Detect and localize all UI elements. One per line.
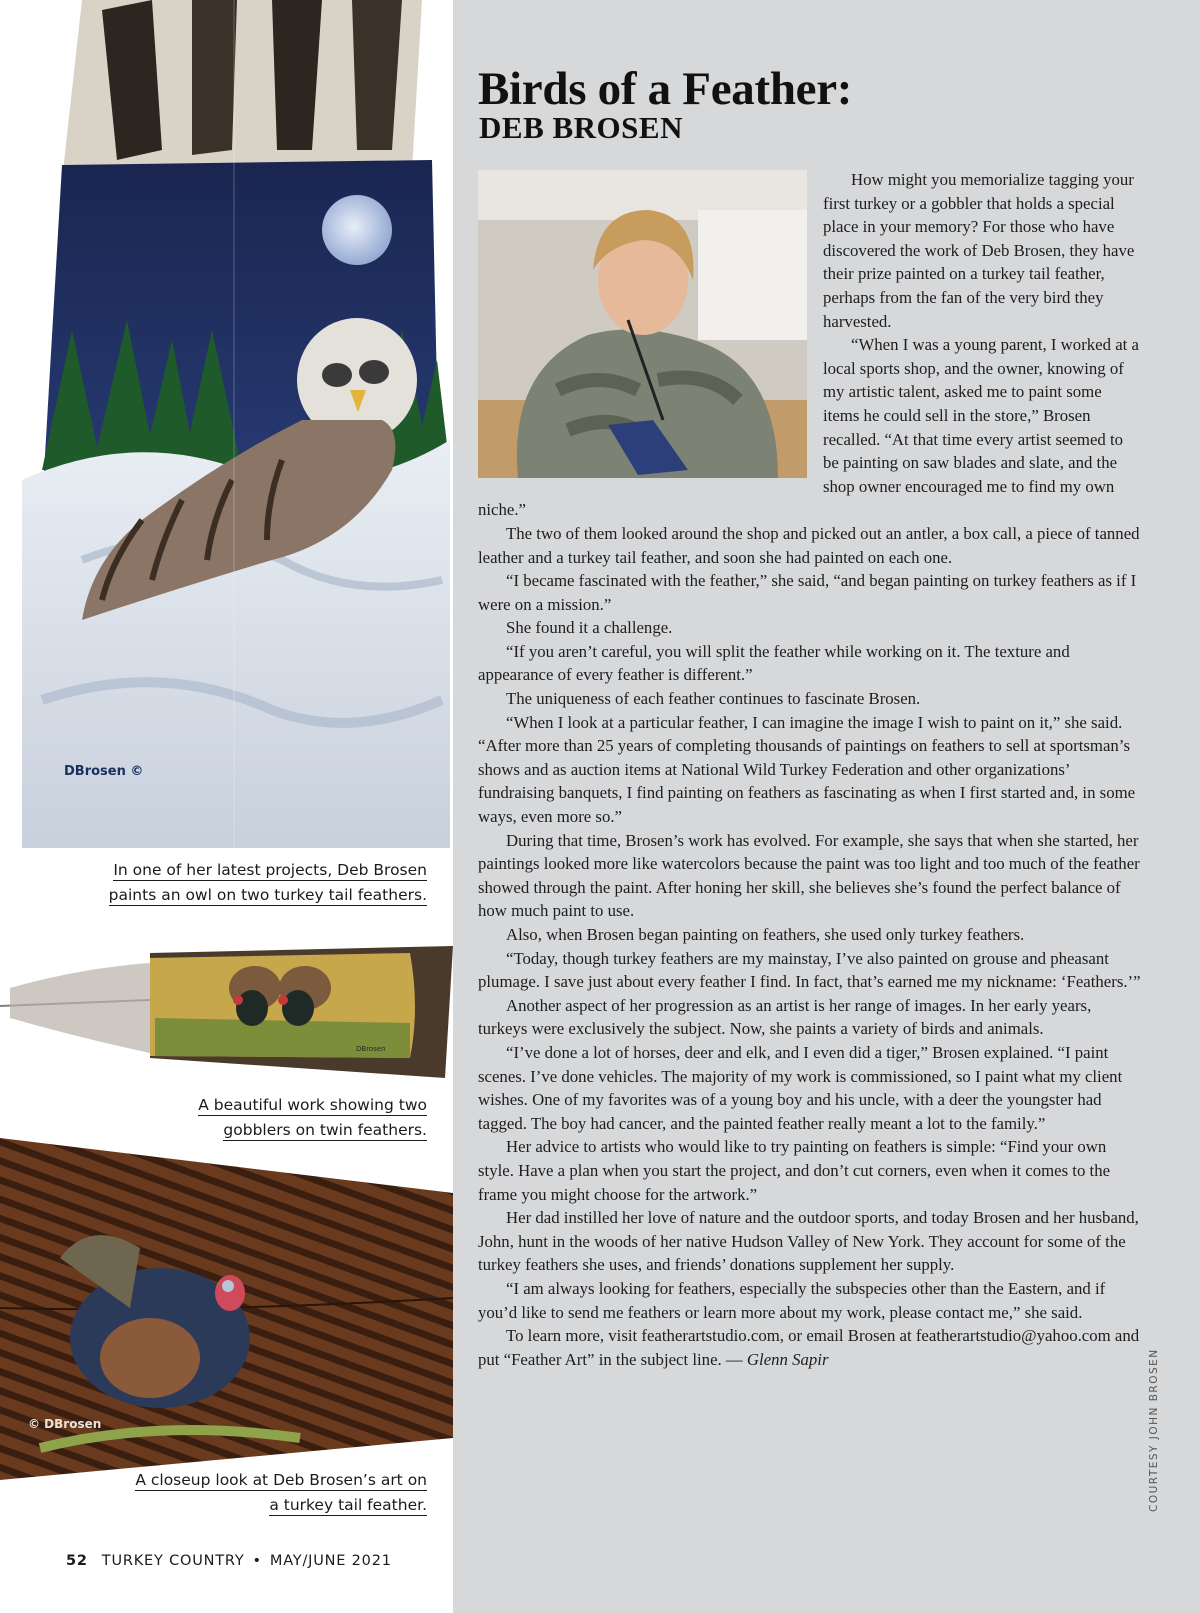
article-title: Birds of a Feather:: [478, 63, 853, 115]
closing-paragraph: [478, 1324, 1141, 1371]
paragraph-4: “I became fascinated with the feather,” she said, “and began painting on turkey feathers as if I were on a mission.”: [478, 571, 1137, 614]
paragraph-8: “When I look at a particular feather, I can imagine the image I wish to paint on it,” she said. “After more than 25 years of completing thousands of paintings on feathers to sell at sportsman’s shows and as auction items at National Wild Turkey Federation and other organizations’ fundraising banquets, I find painting on feathers as fascinating as when I first started and, in some ways, even more so.”: [478, 712, 1136, 827]
page-number: 52: [66, 1553, 88, 1569]
paragraph-12: Another aspect of her progression as an artist is her range of images. In her early years, turkeys were exclusively the subject. Now, she paints a variety of birds and animals.: [478, 995, 1092, 1039]
folio-bullet: •: [252, 1553, 262, 1569]
paragraph-9: During that time, Brosen’s work has evolved. For example, she says that when she started, her paintings looked more like watercolors because the paint was too light and too much of the feather showed through the paint. After honing her skill, she believes she’s found the perfect balance of how much paint to use.: [478, 830, 1140, 921]
closeup-caption: A closeup look at Deb Brosen’s art on a turkey tail feather.: [135, 1471, 427, 1514]
paragraph-6: “If you aren’t careful, you will split the feather while working on it. The texture and appearance of every feather is different.”: [478, 641, 1070, 685]
photo-credit: COURTESY JOHN BROSEN: [1148, 1348, 1160, 1512]
magazine-name: TURKEY COUNTRY: [101, 1553, 245, 1569]
article-body: [478, 168, 1141, 1371]
left-column: [0, 0, 453, 1613]
gobblers-feather-painting: [0, 928, 453, 1088]
paragraph-11: “Today, though turkey feathers are my mainstay, I’ve also painted on grouse and pheasant plumage. I save just about every feather I find. In fact, that’s earned me my nickname: ‘Feathers.’”: [478, 948, 1141, 992]
closeup-feather-painting: [0, 1138, 453, 1480]
paragraph-5: She found it a challenge.: [506, 618, 673, 638]
article-subtitle: DEB BROSEN: [479, 110, 683, 145]
gobblers-signature: DBrosen: [356, 1045, 386, 1053]
owl-caption: In one of her latest projects, Deb Brosen paints an owl on two turkey tail feathers.: [108, 861, 427, 904]
author-byline: Glenn Sapir: [746, 1349, 829, 1369]
paragraph-14: Her advice to artists who would like to try painting on feathers is simple: “Find your own style. Have a plan when you start the project, and don’t cut corners, even when it comes to the frame you might choose for the artwork.”: [478, 1137, 1111, 1204]
paragraph-3: The two of them looked around the shop and picked out an antler, a box call, a piece of tanned leather and a turkey tail feather, and soon she had painted on each one.: [478, 523, 1140, 567]
gobblers-caption: A beautiful work showing two gobblers on twin feathers.: [198, 1096, 427, 1139]
page-folio: [66, 1553, 392, 1569]
artist-photo: [478, 170, 807, 478]
closing-text: To learn more, visit featherartstudio.com, or email Brosen at featherartstudio@yahoo.com and put “Feather Art” in the subject line. —: [478, 1326, 1140, 1369]
issue-date: MAY/JUNE 2021: [269, 1553, 392, 1569]
paragraph-1: How might you memorialize tagging your first turkey or a gobbler that holds a special place in your memory? For those who have discovered the work of Deb Brosen, they have their prize painted on a turkey tail feather, perhaps from the fan of the very bird they harvested.: [823, 170, 1135, 331]
paragraph-16: “I am always looking for feathers, especially the subspecies other than the Eastern, and if you’d like to send me feathers or learn more about my work, please contact me,” she said.: [478, 1278, 1106, 1322]
paragraph-15: Her dad instilled her love of nature and the outdoor sports, and today Brosen and her husband, John, hunt in the woods of her native Hudson Valley of New York. They account for some of the turkey feathers she uses, and friends’ donations supplement her supply.: [478, 1208, 1139, 1275]
paragraph-10: Also, when Brosen began painting on feathers, she used only turkey feathers.: [506, 925, 1025, 944]
owl-signature: DBrosen ©: [64, 764, 144, 779]
paragraph-2: “When I was a young parent, I worked at a local sports shop, and the owner, knowing of my artistic talent, asked me to paint some items he could sell in the store,” Brosen recalled. “At that time every artist seemed to be painting on saw blades and slate, and the shop owner encouraged me to find my own niche.”: [478, 335, 1139, 520]
paragraph-7: The uniqueness of each feather continues to fascinate Brosen.: [506, 689, 921, 709]
paragraph-13: “I’ve done a lot of horses, deer and elk, and I even did a tiger,” Brosen explained. “I paint scenes. I’ve done vehicles. The majority of my work is commissioned, so I paint what my client wishes. One of my favorites was of a young boy and his uncle, with a deer the youngster had tagged. The boy had cancer, and the painted feather really meant a lot to the family.”: [478, 1042, 1123, 1133]
closeup-signature: © DBrosen: [28, 1417, 102, 1431]
article-column: [453, 0, 1200, 1613]
owl-feather-painting: [22, 0, 450, 848]
